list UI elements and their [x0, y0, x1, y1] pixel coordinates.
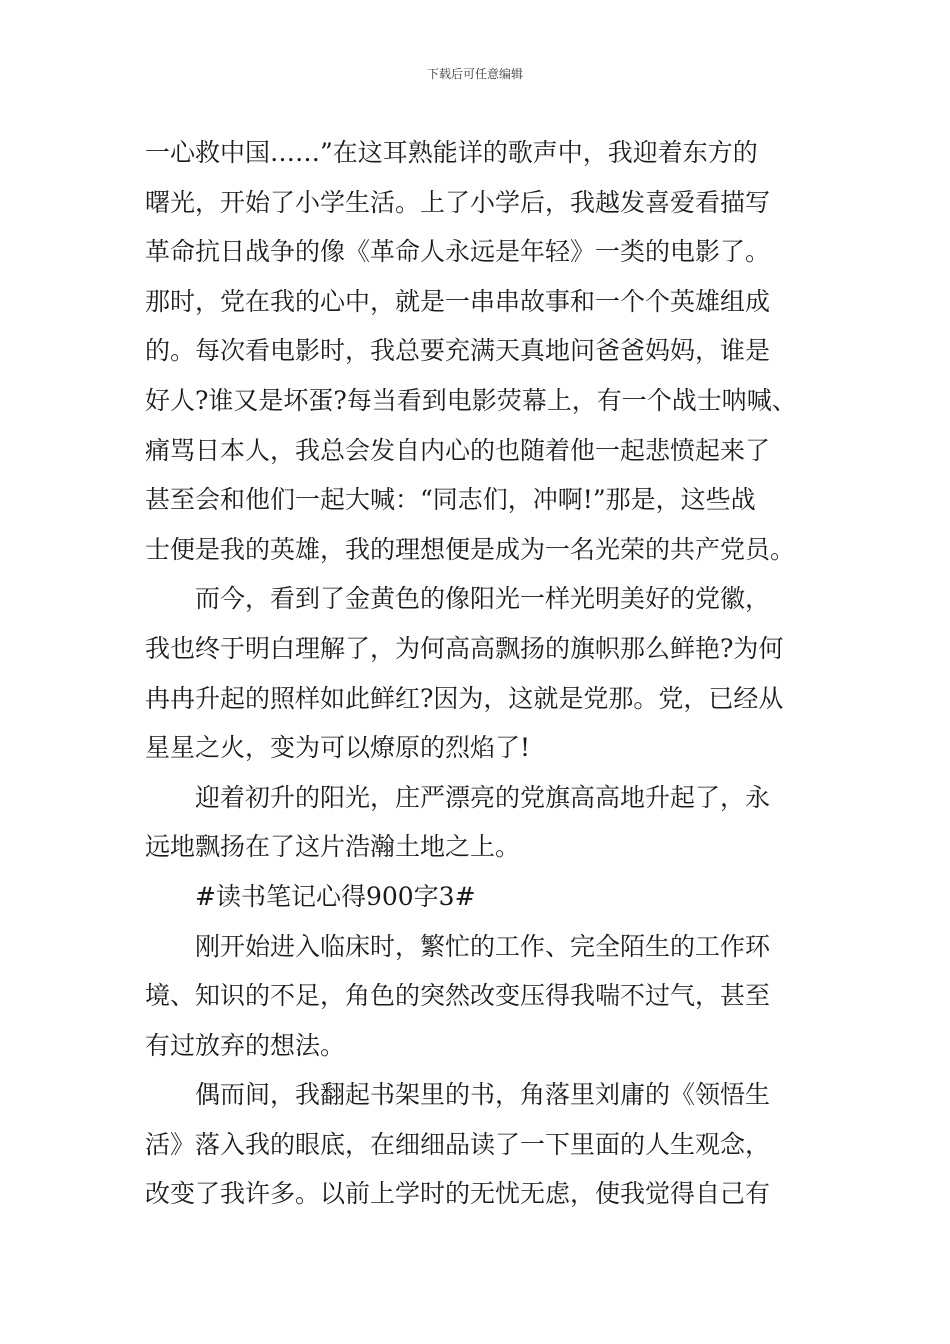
text-line: 迎着初升的阳光，庄严漂亮的党旗高高地升起了，永 [195, 782, 771, 812]
text-line: 曙光，开始了小学生活。上了小学后，我越发喜爱看描写 [145, 187, 771, 217]
text-line: 活》落入我的眼底，在细细品读了一下里面的人生观念， [145, 1129, 771, 1159]
text-line: 我也终于明白理解了，为何高高飘扬的旗帜那么鲜艳?为何 [145, 633, 784, 663]
text-line: 有过放弃的想法。 [145, 1030, 346, 1060]
text-line: 士便是我的英雄，我的理想便是成为一名光荣的共产党员。 [145, 534, 796, 564]
text-line: 而今，看到了金黄色的像阳光一样光明美好的党徽， [195, 584, 771, 614]
document-body [145, 128, 810, 1219]
text-line: 星星之火，变为可以燎原的烈焰了! [145, 733, 531, 763]
text-line: 好人?谁又是坏蛋?每当看到电影荧幕上，有一个战士呐喊、 [145, 385, 797, 415]
text-line: 偶而间，我翻起书架里的书，角落里刘庸的《领悟生 [195, 1080, 771, 1110]
text-line: 甚至会和他们一起大喊：“同志们，冲啊!”那是，这些战 [145, 485, 756, 515]
text-line: 冉冉升起的照样如此鲜红?因为，这就是党那。党，已经从 [145, 683, 784, 713]
text-line: 那时，党在我的心中，就是一串串故事和一个个英雄组成 [145, 286, 771, 316]
text-line: 境、知识的不足，角色的突然改变压得我喘不过气，甚至 [145, 981, 771, 1011]
text-line: 改变了我许多。以前上学时的无忧无虑，使我觉得自己有 [145, 1179, 771, 1209]
text-line: #读书笔记心得900字3# [195, 881, 476, 911]
text-line: 刚开始进入临床时，繁忙的工作、完全陌生的工作环 [195, 931, 771, 961]
page-header: 下载后可任意编辑 [426, 67, 523, 81]
text-line: 痛骂日本人，我总会发自内心的也随着他一起悲愤起来了 [145, 435, 771, 465]
text-line: 的。每次看电影时，我总要充满天真地问爸爸妈妈，谁是 [145, 336, 771, 366]
text-line: 革命抗日战争的像《革命人永远是年轻》一类的电影了。 [145, 237, 771, 267]
text-line: 一心救中国……”在这耳熟能详的歌声中，我迎着东方的 [145, 138, 758, 167]
text-line: 远地飘扬在了这片浩瀚土地之上。 [145, 832, 521, 862]
